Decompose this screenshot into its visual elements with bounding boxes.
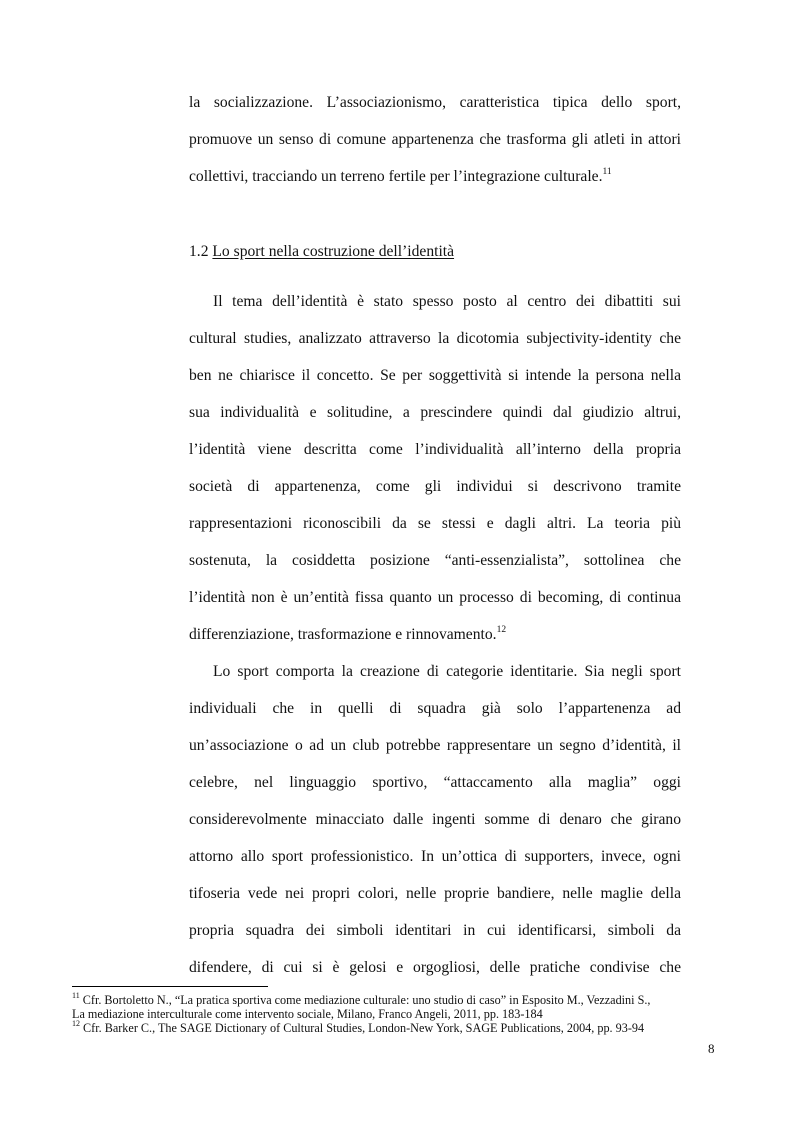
body-line: Lo sport comporta la creazione di categorie identitarie. Sia negli sport	[213, 663, 681, 680]
body-line: Il tema dell’identità è stato spesso posto al centro dei dibattiti sui	[213, 293, 681, 310]
footnote-ref: 11	[602, 166, 612, 177]
body-line: considerevolmente minacciato dalle ingenti somme di denaro che girano	[189, 811, 681, 828]
body-line: un’associazione o ad un club potrebbe rappresentare un segno d’identità, il	[189, 737, 681, 754]
body-line: sostenuta, la cosiddetta posizione “anti-essenzialista”, sottolinea che	[189, 552, 681, 569]
body-line	[189, 167, 681, 187]
footnote-number: 11	[72, 990, 80, 1000]
body-line: tifoseria vede nei propri colori, nelle proprie bandiere, nelle maglie della	[189, 885, 681, 902]
body-line: sua individualità e solitudine, a prescindere quindi dal giudizio altrui,	[189, 404, 681, 421]
body-line: attorno allo sport professionistico. In un’ottica di supporters, invece, ogni	[189, 848, 681, 865]
body-line: l’identità viene descritta come l’individualità all’interno della propria	[189, 441, 681, 458]
section-heading	[189, 242, 454, 262]
body-line: difendere, di cui si è gelosi e orgogliosi, delle pratiche condivise che	[189, 959, 681, 976]
body-line: ben ne chiarisce il concetto. Se per soggettività si intende la persona nella	[189, 367, 681, 384]
section-number: 1.2	[189, 243, 209, 260]
body-line: società di appartenenza, come gli individui si descrivono tramite	[189, 478, 681, 495]
body-line: l’identità non è un’entità fissa quanto un processo di becoming, di continua	[189, 589, 681, 606]
page-number: 8	[708, 1041, 715, 1056]
body-line: cultural studies, analizzato attraverso la dicotomia subjectivity-identity che	[189, 330, 681, 347]
body-line: individuali che in quelli di squadra già solo l’appartenenza ad	[189, 700, 681, 717]
body-line: la socializzazione. L’associazionismo, caratteristica tipica dello sport,	[189, 94, 681, 111]
body-line: propria squadra dei simboli identitari in cui identificarsi, simboli da	[189, 922, 681, 939]
section-title: Lo sport nella costruzione dell’identità	[212, 243, 455, 260]
footnote-text: Cfr. Barker C., The SAGE Dictionary of Cultural Studies, London-New York, SAGE Publications, 2004, pp. 93-94	[83, 1021, 645, 1035]
body-line-text: differenziazione, trasformazione e rinnovamento.	[189, 626, 497, 643]
footnote-11-cont: La mediazione interculturale come intervento sociale, Milano, Franco Angeli, 2011, pp. 183-184	[72, 1007, 543, 1021]
body-line: celebre, nel linguaggio sportivo, “attaccamento alla maglia” oggi	[189, 774, 681, 791]
body-line-text: collettivi, tracciando un terreno fertile per l’integrazione culturale.	[189, 168, 603, 185]
footnote-separator	[72, 986, 268, 987]
footnote-12	[72, 1018, 645, 1035]
footnote-ref: 12	[496, 624, 507, 635]
footnote-text: Cfr. Bortoletto N., “La pratica sportiva come mediazione culturale: uno studio di caso” in Esposito M., Vezzadini S.,	[82, 993, 651, 1007]
footnote-number: 12	[72, 1018, 80, 1028]
footnote-11	[72, 990, 651, 1007]
body-line: promuove un senso di comune appartenenza che trasforma gli atleti in attori	[189, 131, 681, 148]
body-line: rappresentazioni riconoscibili da se stessi e dagli altri. La teoria più	[189, 515, 681, 532]
body-line	[189, 625, 681, 645]
